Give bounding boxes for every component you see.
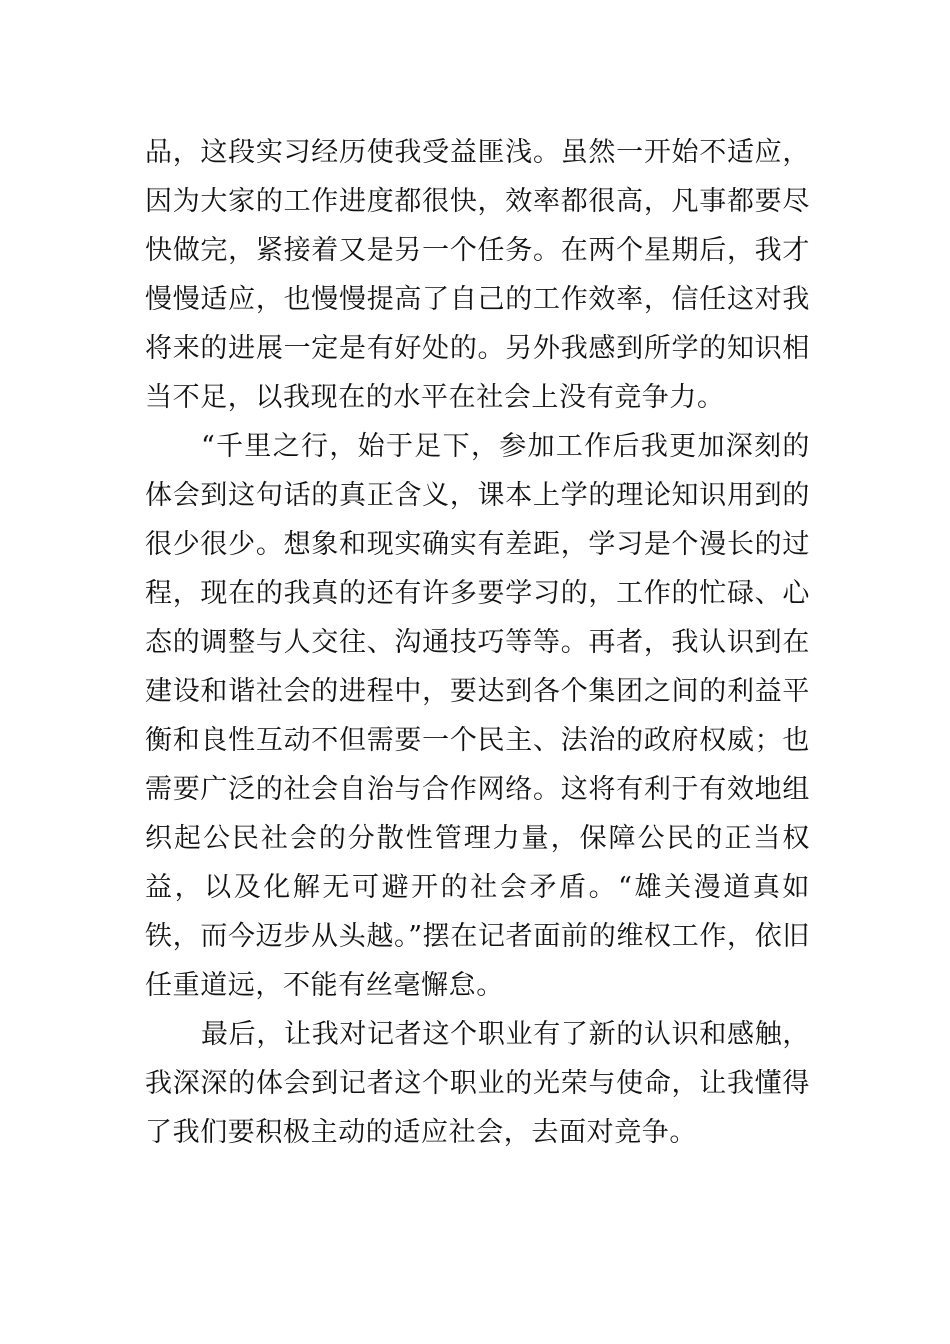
paragraph-conclusion: 最后，让我对记者这个职业有了新的认识和感触，我深深的体会到记者这个职业的光荣与使命，让我懂得了我们要积极主动的适应社会，去面对竞争。	[145, 1019, 810, 1148]
paragraph-reflection: “千里之行，始于足下，参加工作后我更加深刻的体会到这句话的真正含义，课本上学的理论知识用到的很少很少。想象和现实确实有差距，学习是个漫长的过程，现在的我真的还有许多要学习的，工作的忙碌、心态的调整与人交往、沟通技巧等等。再者，我认识到在建设和谐社会的进程中，要达到各个集团之间的利益平衡和良性互动不但需要一个民主、法治的政府权威；也需要广泛的社会自治与合作网络。这将有利于有效地组织起公民社会的分散性管理力量，保障公民的正当权益，以及化解无可避开的社会矛盾。“雄关漫道真如铁，而今迈步从头越。”摆在记者面前的维权工作，依旧任重道远，不能有丝毫懈怠。	[145, 431, 810, 1001]
paragraph-continuation: 品，这段实习经历使我受益匪浅。虽然一开始不适应，因为大家的工作进度都很快，效率都很高，凡事都要尽快做完，紧接着又是另一个任务。在两个星期后，我才慢慢适应，也慢慢提高了自己的工作效率，信任这对我将来的进展一定是有好处的。另外我感到所学的知识相当不足，以我现在的水平在社会上没有竞争力。	[145, 137, 810, 413]
document-body	[145, 128, 810, 1157]
